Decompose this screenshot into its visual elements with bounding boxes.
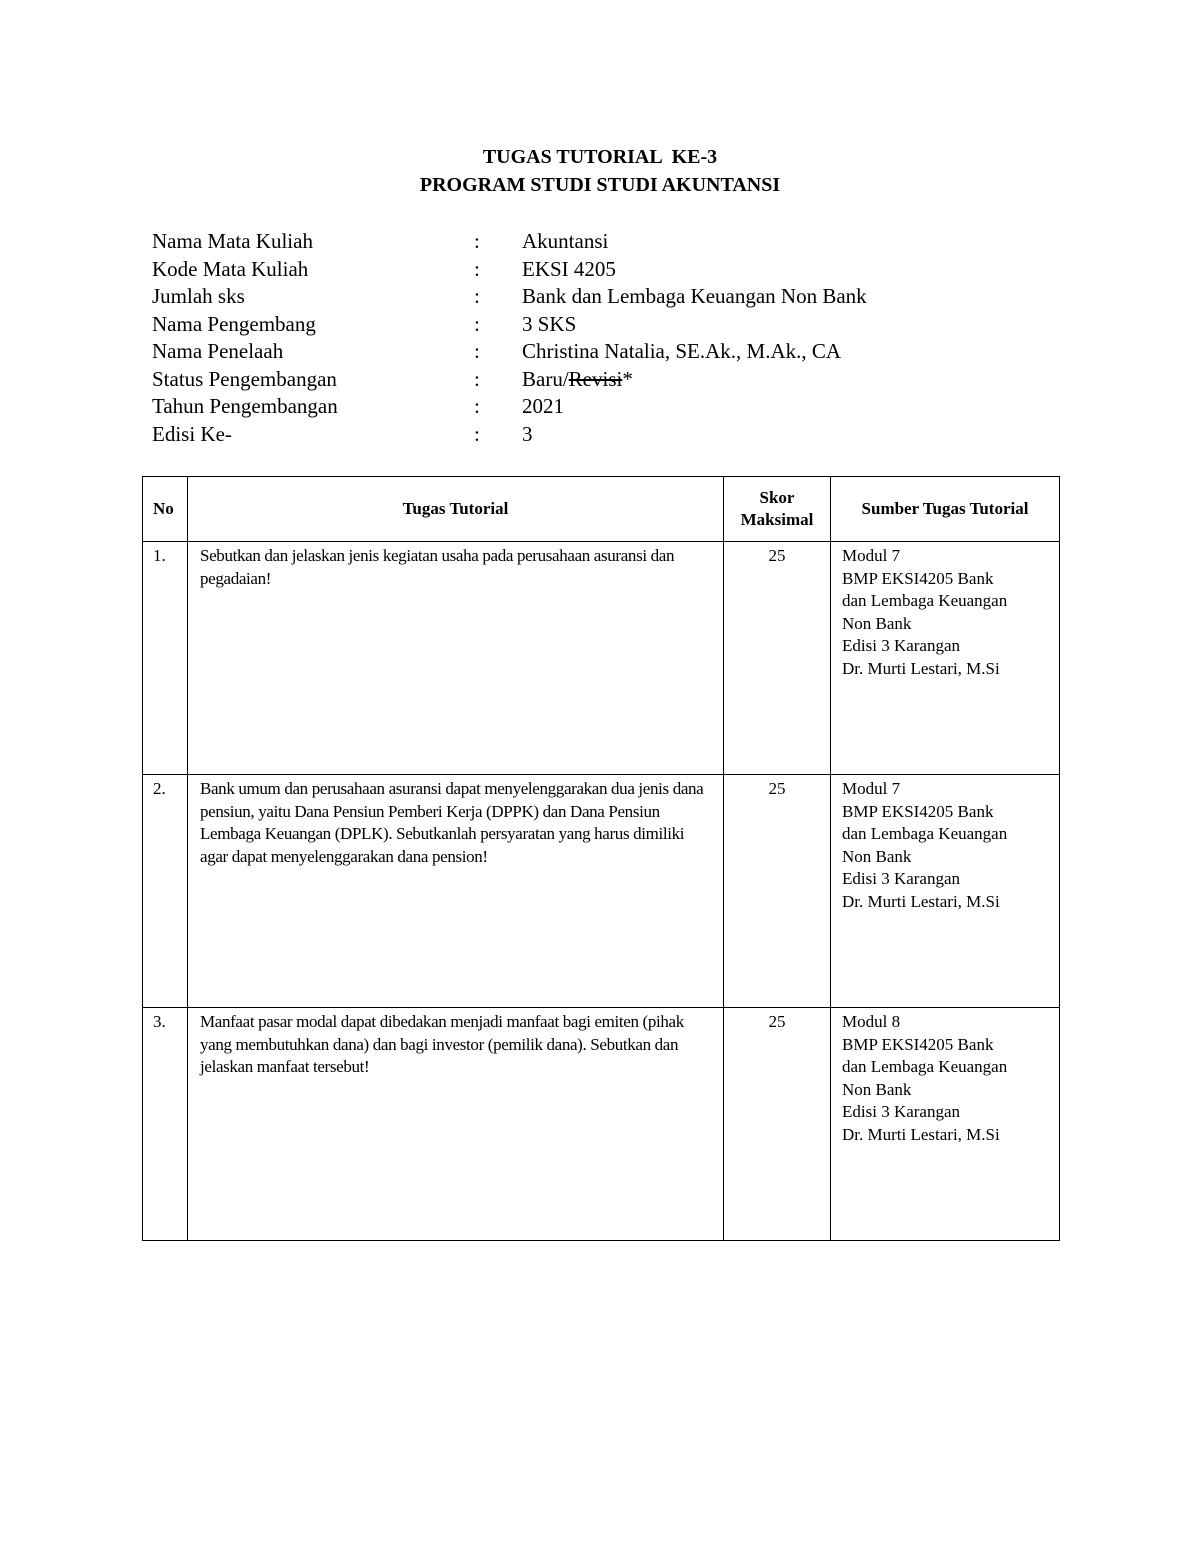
row-source xyxy=(831,542,1060,775)
row-max-score: 25 xyxy=(724,542,831,775)
info-label: Nama Penelaah xyxy=(152,339,284,363)
status-value-revision-struck: Revisi xyxy=(568,366,623,391)
info-value: 3 xyxy=(522,421,533,446)
source-line: Edisi 3 Karangan xyxy=(842,1102,961,1121)
info-colon: : xyxy=(474,229,480,253)
header-source: Sumber Tugas Tutorial xyxy=(831,477,1060,542)
info-value: Bank dan Lembaga Keuangan Non Bank xyxy=(522,284,867,308)
source-line: Non Bank xyxy=(842,613,912,633)
info-colon: : xyxy=(474,394,480,418)
row-task-text: Manfaat pasar modal dapat dibedakan menjadi manfaat bagi emiten (pihak yang membutuhkan dana) dan bagi investor (pemilik dana). Sebutkan dan jelaskan manfaat tersebut! xyxy=(188,1008,724,1241)
header-max-score xyxy=(724,477,831,542)
header-task: Tugas Tutorial xyxy=(188,477,724,542)
info-colon: : xyxy=(474,256,480,281)
source-line: BMP EKSI4205 Bank xyxy=(842,1034,994,1054)
source-line: Dr. Murti Lestari, M.Si xyxy=(842,658,1000,678)
info-label: Jumlah sks xyxy=(152,284,245,308)
info-value: Christina Natalia, SE.Ak., M.Ak., CA xyxy=(522,339,842,363)
row-number: 1. xyxy=(143,542,188,775)
source-line: BMP EKSI4205 Bank xyxy=(842,568,994,588)
source-line: Dr. Murti Lestari, M.Si xyxy=(842,891,1000,911)
header-score-line-1: Skor xyxy=(759,488,795,507)
row-task-text: Sebutkan dan jelaskan jenis kegiatan usaha pada perusahaan asuransi dan pegadaian! xyxy=(188,542,724,775)
table-row xyxy=(143,1008,1060,1241)
tutorial-task-table xyxy=(142,476,1060,1241)
source-line: Modul 7 xyxy=(842,546,901,565)
info-label: Nama Pengembang xyxy=(152,311,316,336)
document-title xyxy=(0,143,1200,199)
info-colon: : xyxy=(474,339,480,363)
source-line: dan Lembaga Keuangan xyxy=(842,591,1008,610)
info-value xyxy=(522,366,633,394)
title-line-2: PROGRAM STUDI STUDI AKUNTANSI xyxy=(419,174,781,196)
row-number: 3. xyxy=(143,1008,188,1241)
info-label: Edisi Ke- xyxy=(152,421,232,446)
info-value: 3 SKS xyxy=(522,311,577,336)
info-label: Nama Mata Kuliah xyxy=(152,229,313,253)
source-line: Edisi 3 Karangan xyxy=(842,869,961,888)
row-max-score: 25 xyxy=(724,775,831,1008)
table-row xyxy=(143,542,1060,775)
title-line-1: TUGAS TUTORIAL KE-3 xyxy=(482,146,718,168)
info-colon: : xyxy=(474,421,480,446)
row-source xyxy=(831,1008,1060,1241)
status-value-new: Baru/ xyxy=(522,366,569,391)
table-header-row xyxy=(143,477,1060,542)
row-task-text: Bank umum dan perusahaan asuransi dapat menyelenggarakan dua jenis dana pensiun, yaitu Dana Pensiun Pemberi Kerja (DPPK) dan Dana Pensiun Lembaga Keuangan (DPLK). Sebutkanlah persyaratan yang harus dimiliki agar dapat menyelenggarakan dana pension! xyxy=(188,775,724,1008)
source-line: Modul 8 xyxy=(842,1012,901,1031)
row-number: 2. xyxy=(143,775,188,1008)
row-max-score: 25 xyxy=(724,1008,831,1241)
source-line: BMP EKSI4205 Bank xyxy=(842,801,994,821)
source-line: Dr. Murti Lestari, M.Si xyxy=(842,1124,1000,1144)
info-label: Tahun Pengembangan xyxy=(152,394,338,418)
source-line: Edisi 3 Karangan xyxy=(842,636,961,655)
header-score-line-2: Maksimal xyxy=(740,510,814,529)
source-line: Non Bank xyxy=(842,1079,912,1099)
header-no: No xyxy=(143,477,188,542)
source-line: Non Bank xyxy=(842,846,912,866)
info-value: Akuntansi xyxy=(522,229,609,253)
source-line: Modul 7 xyxy=(842,779,901,798)
info-value: EKSI 4205 xyxy=(522,256,616,281)
status-value-asterisk: * xyxy=(622,366,633,391)
info-value: 2021 xyxy=(522,394,564,418)
source-line: dan Lembaga Keuangan xyxy=(842,1057,1008,1076)
info-label: Kode Mata Kuliah xyxy=(152,256,309,281)
table-row xyxy=(143,775,1060,1008)
info-colon: : xyxy=(474,311,480,336)
info-colon: : xyxy=(474,366,480,391)
info-label: Status Pengembangan xyxy=(152,366,337,391)
source-line: dan Lembaga Keuangan xyxy=(842,824,1008,843)
row-source xyxy=(831,775,1060,1008)
info-colon: : xyxy=(474,284,480,308)
